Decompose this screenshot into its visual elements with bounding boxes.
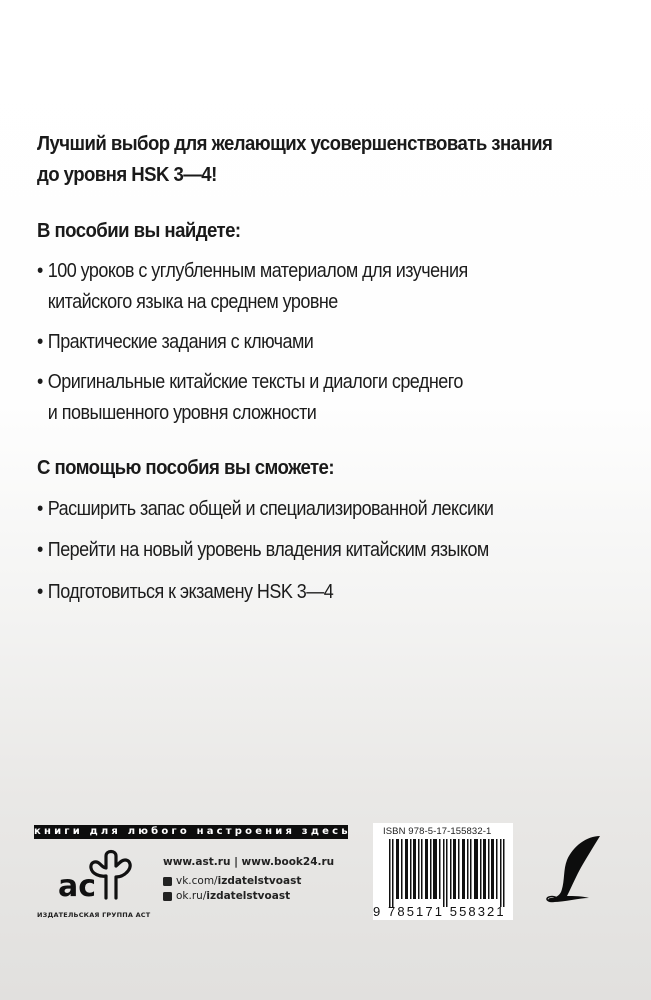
bullet-icon: • — [37, 331, 43, 353]
section2-heading: С помощью пособия вы сможете: — [37, 457, 334, 479]
list-item: • Перейти на новый уровень владения китайским языком — [37, 535, 489, 566]
list-item: • 100 уроков с углубленным материалом для изучения китайского языка на среднем уровне — [37, 256, 468, 318]
barcode-bars-icon — [377, 839, 510, 907]
barcode-digits: 9 785171 558321 — [373, 904, 506, 919]
publisher-caption: ИЗДАТЕЛЬСКАЯ ГРУППА АСТ — [37, 911, 151, 919]
vk-link[interactable]: vk.com/ izdatelstvoast — [163, 875, 301, 887]
list-item: • Подготовиться к экзамену HSK 3—4 — [37, 577, 333, 608]
section1-heading: В пособии вы найдете: — [37, 220, 241, 242]
intro-line-2: до уровня HSK 3—4! — [37, 164, 217, 186]
vk-icon — [163, 877, 172, 886]
intro-heading — [37, 129, 552, 191]
barcode — [373, 823, 513, 920]
websites-link[interactable]: www.ast.ru | www.book24.ru — [163, 856, 335, 868]
bullet-icon: • — [37, 498, 43, 520]
list-item: • Практические задания с ключами — [37, 327, 313, 358]
bullet-icon: • — [37, 371, 43, 393]
bullet-icon: • — [37, 539, 43, 561]
bullet-icon: • — [37, 260, 43, 282]
intro-line-1: Лучший выбор для желающих усовершенствовать знания — [37, 133, 553, 155]
ast-logo-icon — [44, 846, 134, 901]
feather-logo-icon — [543, 832, 603, 904]
bullet-icon: • — [37, 581, 43, 603]
svg-text:ac: ac — [58, 869, 97, 901]
ok-link[interactable]: ok.ru/ izdatelstvoast — [163, 890, 290, 902]
ok-icon — [163, 892, 172, 901]
list-item: • Оригинальные китайские тексты и диалоги среднего и повышенного уровня сложности — [37, 367, 463, 429]
list-item: • Расширить запас общей и специализированной лексики — [37, 494, 493, 525]
publisher-tagline: книги для любого настроения здесь — [34, 826, 351, 837]
isbn-label: ISBN 978-5-17-155832-1 — [383, 826, 492, 837]
